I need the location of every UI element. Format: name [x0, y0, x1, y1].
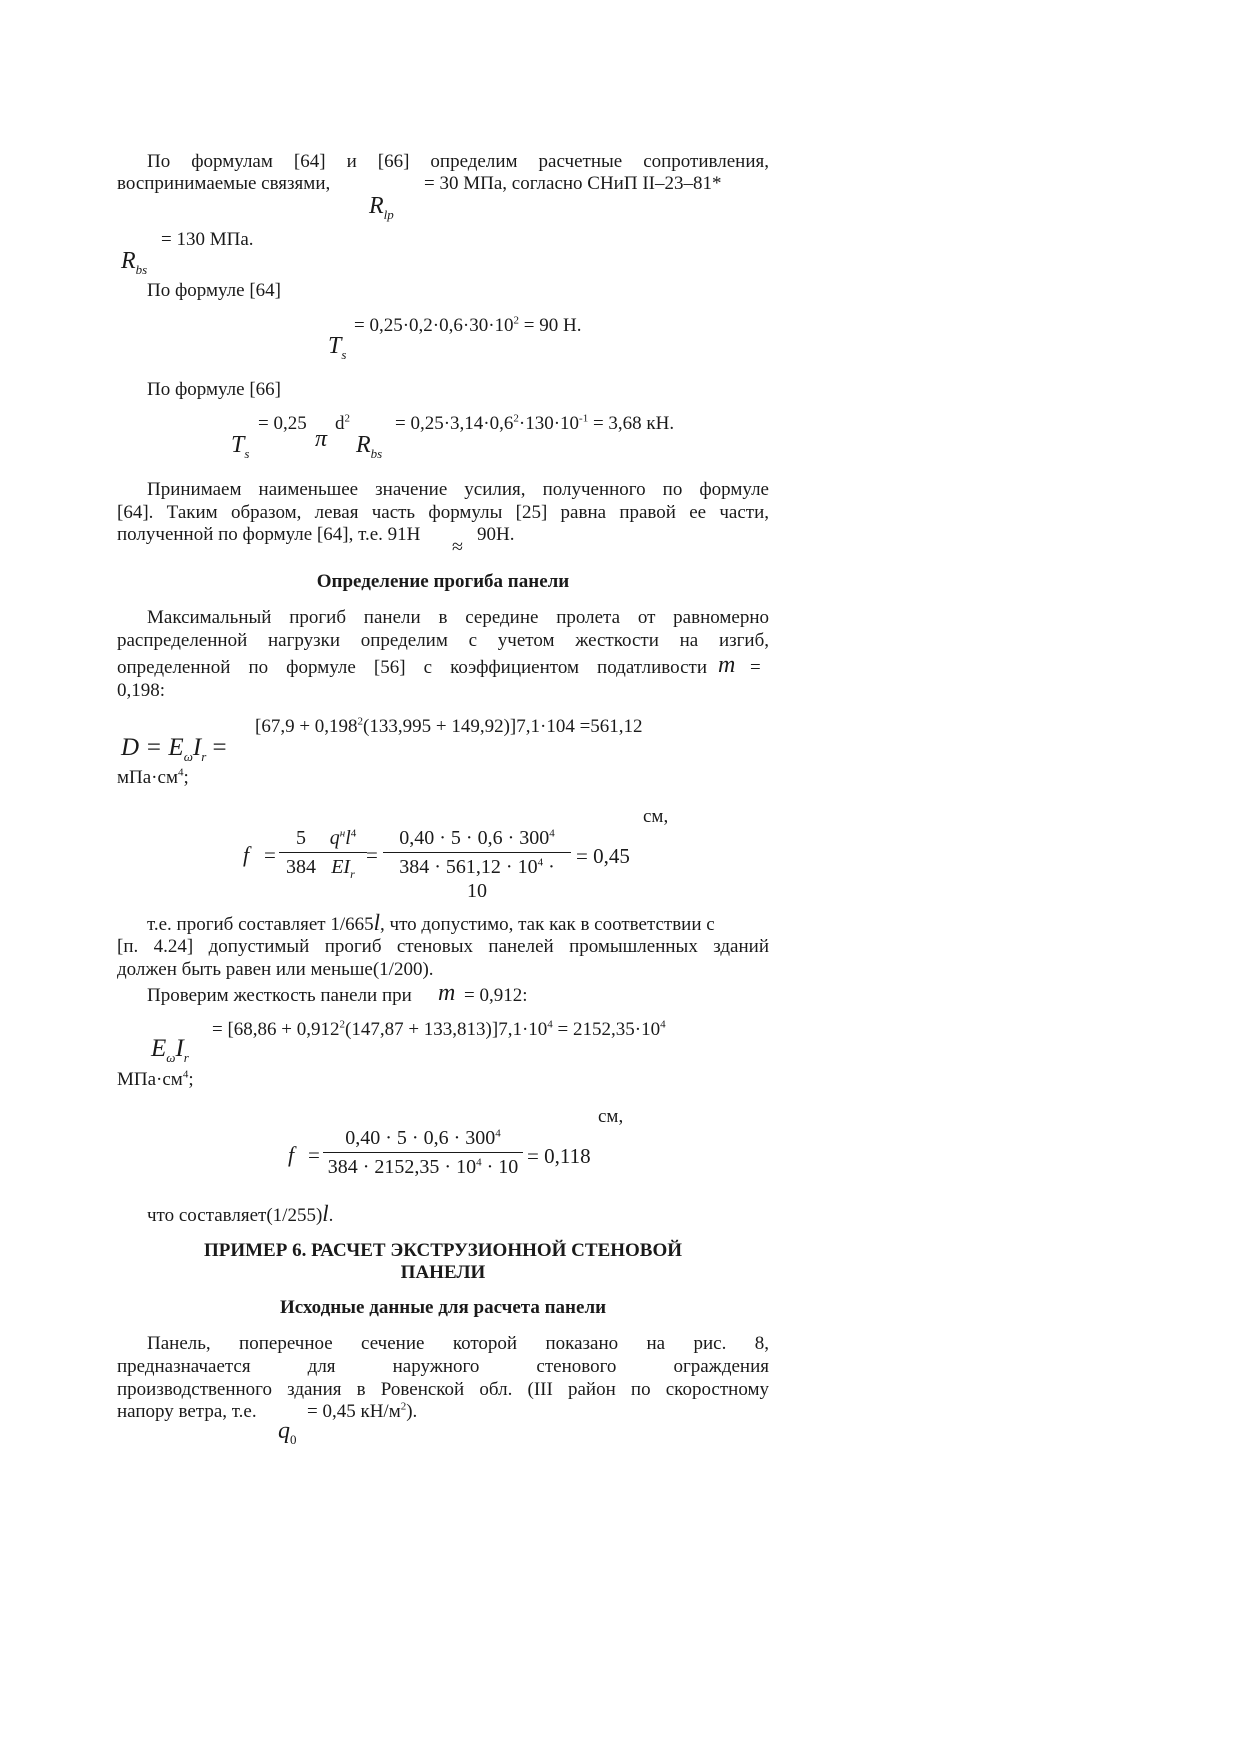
equals-sign: =: [366, 843, 378, 867]
text-line: т.е. прогиб составляет 1/665l, что допустимо, так как в соответствии с: [147, 910, 715, 935]
formula-66-part-a: = 0,25: [258, 413, 307, 434]
symbol-m: m: [718, 652, 736, 678]
symbol-pi: π: [315, 426, 328, 452]
paragraph-deflection-ok: [117, 935, 769, 981]
text-line: По формуле [66]: [147, 379, 282, 400]
text-line: = 30 МПа, согласно СНиП II–23–81*: [424, 173, 722, 194]
symbol-f: f: [288, 1142, 295, 1167]
symbol-r-lp: $R_{lp}$: [369, 193, 394, 222]
text-line: производственного здания в Ровенской обл. (III район по скоростному: [117, 1379, 769, 1400]
symbol-r-bs: $R_{bs}$: [356, 432, 383, 461]
formula-66-part-b: = $0,25\cdot 3,14\cdot 0,6^2\cdot 130\cdot 10^{-1} = 3,68$ кН.: [395, 412, 675, 434]
text-line: определенной по формуле [56] с коэффициентом податливости: [117, 657, 707, 678]
text-line: Принимаем наименьшее значение усилия, полученного по формуле: [147, 479, 769, 500]
fraction-numeric: $\frac{0,40 \cdot 5 \cdot 0,6 \cdot 300^4}{384 \cdot 561,12 \cdot 10^4 \cdot 10}$: [383, 826, 571, 903]
heading-deflection: Определение прогиба панели: [316, 571, 570, 592]
paragraph-panel-description: [117, 1332, 769, 1401]
unit-cm: см,: [598, 1106, 624, 1127]
text-line: [64]. Таким образом, левая часть формулы [25] равна правой ее части,: [117, 502, 769, 523]
equals-sign: =: [308, 1143, 320, 1167]
text-line: $МПа\cdot см^4$;: [117, 1068, 194, 1090]
text-line: предназначается для наружного стенового ограждения: [117, 1356, 769, 1377]
symbol-d-eq: $D = E_\omega I_r$ =: [121, 734, 227, 764]
symbol-t-s: $T_s$: [231, 432, 250, 461]
formula-66-d: $d^2$: [335, 412, 350, 434]
equals-sign: =: [264, 843, 276, 867]
text-line: что составляет(1/255)l.: [147, 1201, 334, 1226]
formula-64: = $0,25\cdot 0,2\cdot 0,6\cdot 30\cdot 10^2 = 90$ Н.: [354, 314, 582, 336]
formula-ei: = $[68,86 + 0,912^2(147,87 + 133,813)]7,1\cdot 10^4 = 2152,35\cdot 10^4$: [212, 1018, 666, 1040]
text-line: По формулам [64] и [66] определим расчетные сопротивления,: [147, 151, 769, 172]
heading-example-6: ПРИМЕР 6. РАСЧЕТ ЭКСТРУЗИОННОЙ СТЕНОВОЙ ПАНЕЛИ: [203, 1240, 683, 1283]
text-line: 90Н.: [477, 524, 515, 545]
text-line: =: [750, 657, 761, 678]
result-value: = 0,118: [527, 1144, 591, 1168]
symbol-t-s: $T_s$: [328, 333, 347, 362]
text-line: Максимальный прогиб панели в середине пролета от равномерно: [147, 607, 769, 628]
text-line: 0,198:: [117, 680, 166, 701]
text-line: = 130 МПа.: [161, 229, 254, 250]
text-line: должен быть равен или меньше(1/200).: [117, 959, 434, 980]
symbol-approx: ≈: [452, 536, 463, 558]
symbol-r-bs: $R_{bs}$: [121, 248, 148, 277]
fraction-numeric-2: $\frac{0,40 \cdot 5 \cdot 0,6 \cdot 300^4}{384 \cdot 2152,35 \cdot 10^4 \cdot 10}$: [323, 1126, 523, 1179]
text-line: = 0,912:: [464, 985, 528, 1006]
text-line: $мПа\cdot см^4$;: [117, 766, 189, 788]
symbol-e-omega-i-r: $E_\omega I_r$: [151, 1035, 189, 1065]
fraction-coefficient: $\frac{5}{384}$: [279, 826, 323, 879]
paragraph-max-deflection: [117, 606, 769, 652]
formula-d: $[67,9 + 0,198^2(133,995 + 149,92)]7,1\cdot 104 =561,12$: [255, 715, 643, 737]
text-line: полученной по формуле [64], т.е. 91Н: [117, 524, 421, 545]
text-line: По формуле [64]: [147, 280, 282, 301]
paragraph-min-force: [117, 478, 769, 524]
paragraph-resistance: [117, 150, 769, 173]
symbol-f: f: [243, 842, 250, 867]
symbol-q0: $q_0$: [278, 1418, 297, 1447]
heading-source-data: Исходные данные для расчета панели: [279, 1297, 607, 1318]
symbol-m: m: [438, 980, 456, 1006]
text-line: напору ветра, т.е.: [117, 1401, 257, 1422]
text-line: воспринимаемые связями,: [117, 173, 331, 194]
result-value: = 0,45: [576, 844, 630, 868]
unit-cm: см,: [643, 806, 669, 827]
fraction-load: $q^нl^4$ $EI_r$: [319, 826, 367, 886]
text-line: = 0,45 $кН/м^2$).: [307, 1400, 418, 1422]
text-line: [п. 4.24] допустимый прогиб стеновых панелей промышленных зданий: [117, 936, 769, 957]
text-line: распределенной нагрузки определим с учетом жесткости на изгиб,: [117, 630, 769, 651]
text-line: Проверим жесткость панели при: [147, 985, 412, 1006]
text-line: Панель, поперечное сечение которой показано на рис. 8,: [147, 1333, 769, 1354]
